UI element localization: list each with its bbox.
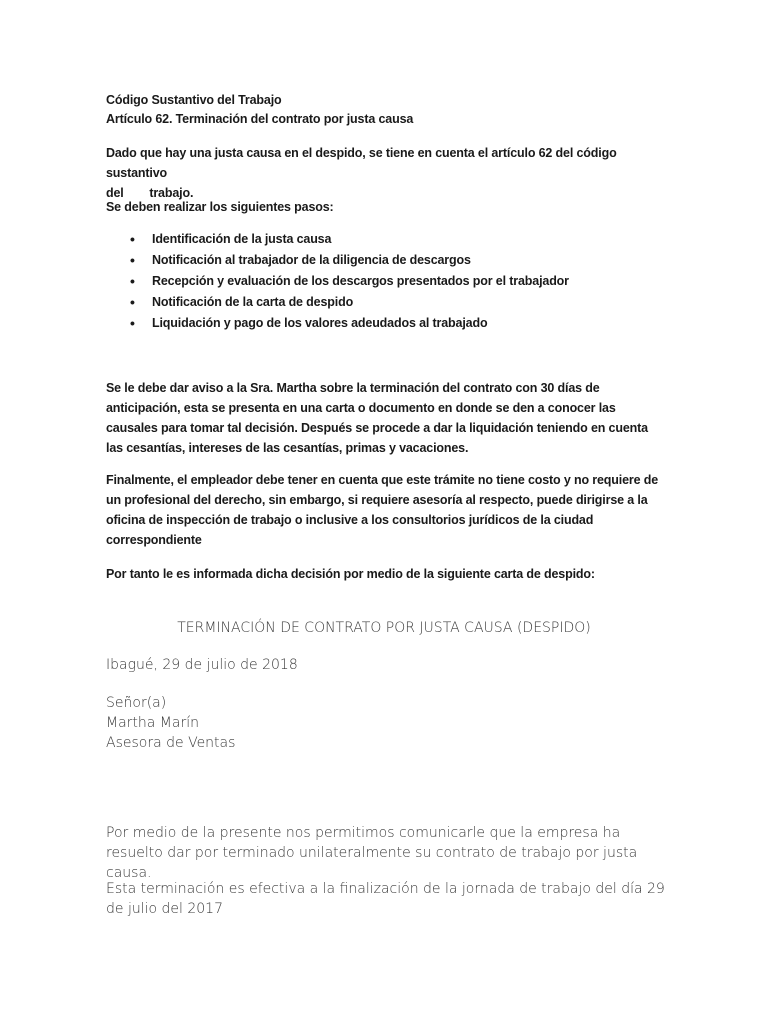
list-item [106, 250, 569, 271]
step-label: Notificación de la carta de despido [152, 295, 354, 309]
step-label: Recepción y evaluación de los descargos presentados por el trabajador [152, 274, 569, 288]
bullet-icon: • [130, 294, 135, 310]
portanto-paragraph: Por tanto le es informada dicha decisión por medio de la siguiente carta de despido: [106, 567, 595, 581]
bullet-icon: • [130, 231, 135, 247]
list-item [106, 229, 569, 250]
letter-date: Ibagué, 29 de julio de 2018 [106, 657, 298, 673]
bullet-icon: • [130, 315, 135, 331]
step-label: Notificación al trabajador de la diligencia de descargos [152, 253, 471, 267]
recipient-role: Asesora de Ventas [106, 735, 236, 751]
document-heading-code: Código Sustantivo del Trabajo [106, 93, 282, 107]
step-label: Liquidación y pago de los valores adeudados al trabajado [152, 316, 488, 330]
steps-list [106, 229, 569, 334]
bullet-icon: • [130, 273, 135, 289]
recipient-name: Martha Marín [106, 715, 199, 731]
list-item [106, 271, 569, 292]
recipient-salutation: Señor(a) [106, 695, 167, 711]
letter-body-paragraph-1: Por medio de la presente nos permitimos comunicarle que la empresa ha resuelto dar por terminado unilateralmente su contrato de trabajo por justa causa. [106, 825, 638, 881]
steps-intro: Se deben realizar los siguientes pasos: [106, 200, 334, 214]
letter-title: TERMINACIÓN DE CONTRATO POR JUSTA CAUSA (DESPIDO) [177, 620, 591, 636]
intro-paragraph [106, 143, 666, 203]
intro-line-1: Dado que hay una justa causa en el despido, se tiene en cuenta el artículo 62 del código sustantivo [106, 146, 617, 180]
letter-body-paragraph-2: Esta terminación es efectiva a la finalización de la jornada de trabajo del día 29 de julio del 2017 [106, 881, 665, 917]
step-label: Identificación de la justa causa [152, 232, 332, 246]
final-paragraph: Finalmente, el empleador debe tener en cuenta que este trámite no tiene costo y no requiere de un profesional del derecho, sin embargo, si requiere asesoría al respecto, puede dirigirse a la oficina de inspección de trabajo o inclusive a los consultorios jurídicos de la ciudad correspondiente [106, 473, 659, 547]
document-heading-article: Artículo 62. Terminación del contrato por justa causa [106, 112, 414, 126]
list-item [106, 292, 569, 313]
bullet-icon: • [130, 252, 135, 268]
aviso-paragraph: Se le debe dar aviso a la Sra. Martha sobre la terminación del contrato con 30 días de anticipación, esta se presenta en una carta o documento en donde se den a conocer las causales para tomar tal decisión. Después se procede a dar la liquidación teniendo en cuenta las cesantías, intereses de las cesantías, primas y vacaciones. [106, 381, 648, 455]
letter-recipient [106, 693, 235, 753]
intro-word-trabajo: trabajo. [149, 186, 194, 200]
list-item [106, 313, 569, 334]
intro-word-del: del [106, 186, 124, 200]
